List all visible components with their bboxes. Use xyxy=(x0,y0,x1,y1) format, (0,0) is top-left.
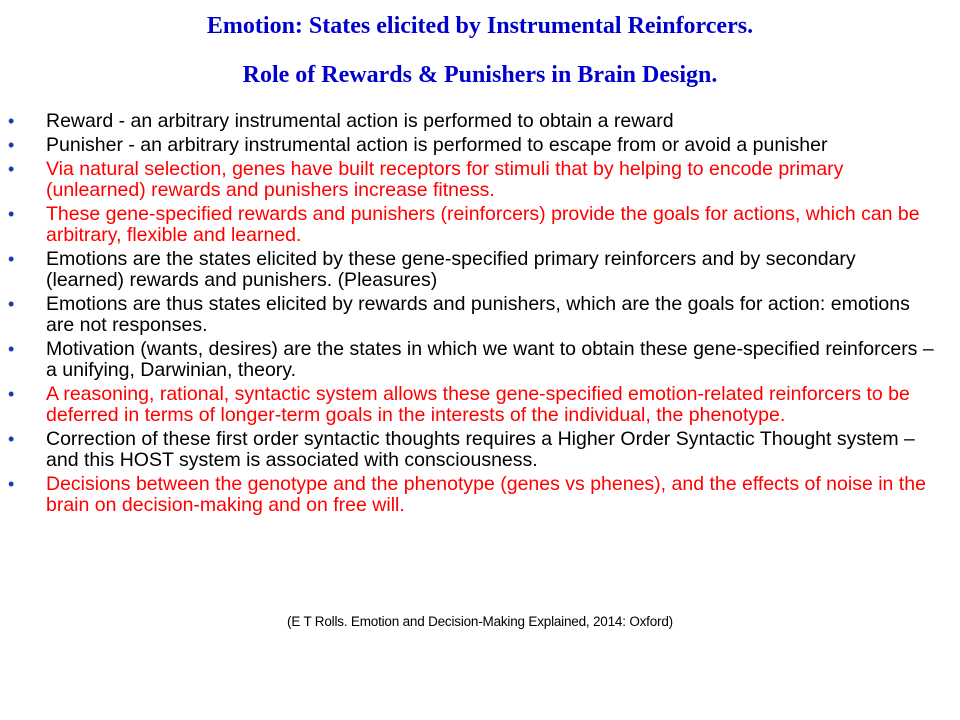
bullet-item xyxy=(0,384,960,426)
bullet-text: Punisher - an arbitrary instrumental action is performed to escape from or avoid a punisher xyxy=(46,134,828,156)
bullet-item xyxy=(0,159,960,201)
bullet-text: Reward - an arbitrary instrumental action is performed to obtain a reward xyxy=(46,110,674,132)
bullet-list xyxy=(0,111,960,519)
bullet-text: Correction of these first order syntactic thoughts requires a Higher Order Syntactic Thought system – and this HOST system is associated with consciousness. xyxy=(46,428,915,471)
bullet-dot-icon: • xyxy=(8,339,15,359)
bullet-dot-icon: • xyxy=(8,204,15,224)
bullet-item xyxy=(0,339,960,381)
bullet-dot-icon: • xyxy=(8,249,15,269)
citation: (E T Rolls. Emotion and Decision-Making Explained, 2014: Oxford) xyxy=(287,614,673,629)
bullet-item xyxy=(0,429,960,471)
bullet-text: These gene-specified rewards and punishers (reinforcers) provide the goals for actions, which can be arbitrary, flexible and learned. xyxy=(46,203,920,246)
bullet-dot-icon: • xyxy=(8,135,15,155)
bullet-text: Emotions are thus states elicited by rewards and punishers, which are the goals for action: emotions are not responses. xyxy=(46,293,910,336)
bullet-item xyxy=(0,204,960,246)
slide-title: Emotion: States elicited by Instrumental Reinforcers. xyxy=(206,13,754,39)
bullet-item xyxy=(0,111,960,132)
bullet-dot-icon: • xyxy=(8,429,15,449)
bullet-text: Motivation (wants, desires) are the states in which we want to obtain these gene-specified reinforcers – a unifying, Darwinian, theory. xyxy=(46,338,934,381)
bullet-dot-icon: • xyxy=(8,294,15,314)
bullet-item xyxy=(0,294,960,336)
bullet-dot-icon: • xyxy=(8,384,15,404)
bullet-item xyxy=(0,474,960,516)
slide-subtitle: Role of Rewards & Punishers in Brain Design. xyxy=(242,62,718,88)
bullet-text: Via natural selection, genes have built receptors for stimuli that by helping to encode primary (unlearned) rewards and punishers increase fitness. xyxy=(46,158,844,201)
bullet-item xyxy=(0,135,960,156)
bullet-item xyxy=(0,249,960,291)
bullet-text: A reasoning, rational, syntactic system allows these gene-specified emotion-related reinforcers to be deferred in terms of longer-term goals in the interests of the individual, the phenotype. xyxy=(46,383,910,426)
bullet-text: Emotions are the states elicited by these gene-specified primary reinforcers and by secondary (learned) rewards and punishers. (Pleasures) xyxy=(46,248,856,291)
bullet-dot-icon: • xyxy=(8,159,15,179)
bullet-dot-icon: • xyxy=(8,111,15,131)
bullet-dot-icon: • xyxy=(8,474,15,494)
bullet-text: Decisions between the genotype and the phenotype (genes vs phenes), and the effects of noise in the brain on decision-making and on free will. xyxy=(46,473,926,516)
